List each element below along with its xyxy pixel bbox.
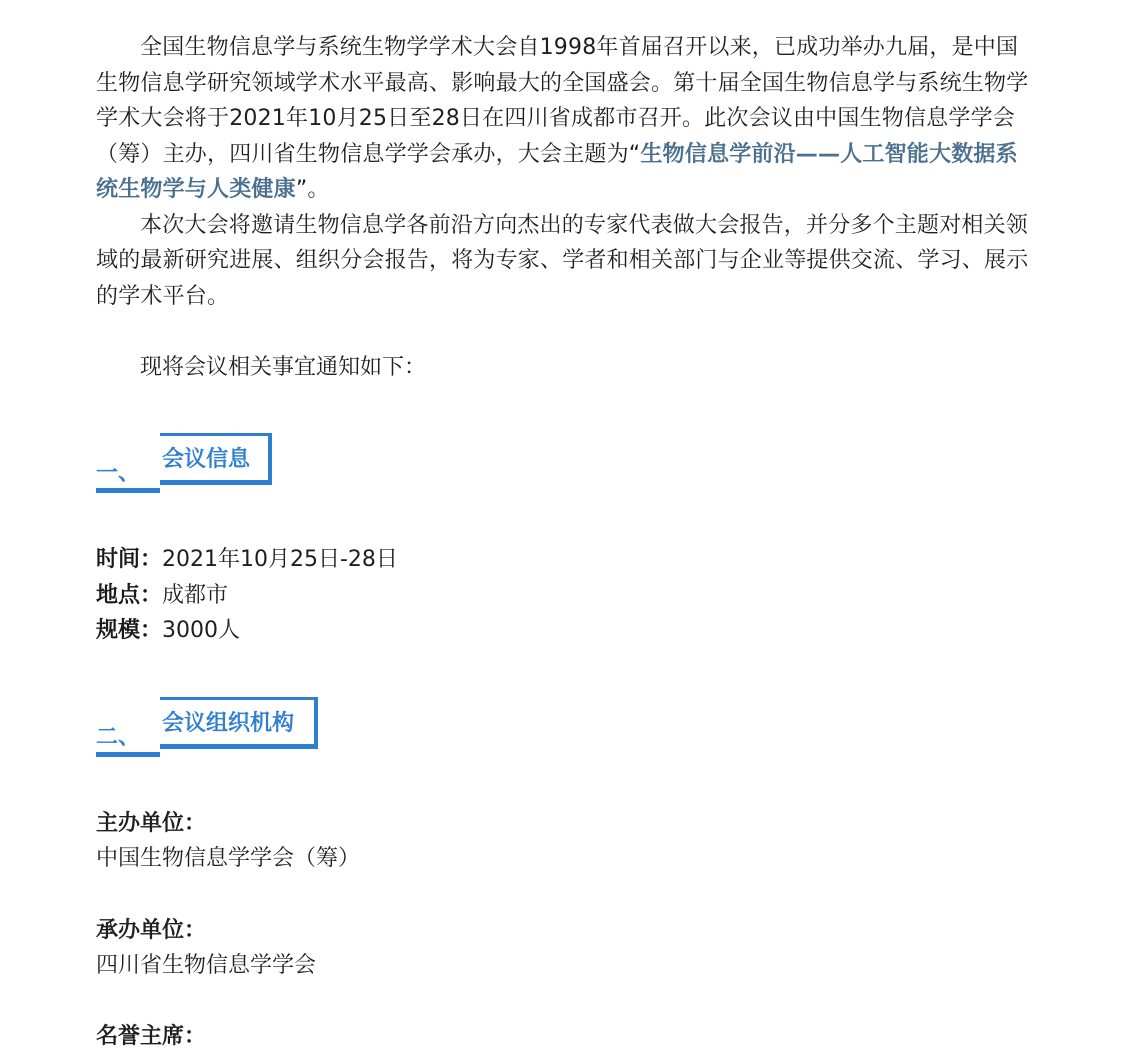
intro-section [96,30,1036,314]
intro-paragraph-2: 本次大会将邀请生物信息学各前沿方向杰出的专家代表做大会报告，并分多个主题对相关领域的最新研究进展、组织分会报告，将为专家、学者和相关部门与企业等提供交流、学习、展示的学术平台。 [96,212,1029,309]
organizer-block [96,913,316,983]
section-header-organization [96,697,318,757]
section-number: 一、 [96,460,160,493]
section-title: 会议组织机构 [162,711,295,736]
organizer-value: 四川省生物信息学学会 [96,953,317,978]
meeting-info [96,542,398,649]
intro-text-2: ”。 [295,177,330,202]
info-row-time [96,542,398,578]
section-number: 二、 [96,724,160,757]
section-title: 会议信息 [162,447,251,472]
info-row-scale [96,613,398,649]
place-label: 地点： [96,582,163,608]
honorary-chair-label: 名誉主席： [96,1024,207,1049]
intro-paragraph-1 [96,30,1036,208]
section-header-meeting-info [96,433,272,493]
conference-theme: 生物信息学前沿——人工智能大数据系统生物学与人类健康 [96,141,1018,202]
host-label: 主办单位： [96,811,207,836]
intro-text-1: 全国生物信息学与系统生物学学术大会自1998年首届召开以来，已成功举办九届，是中国生物信息学研究领域学术水平最高、影响最大的全国盛会。第十届全国生物信息学与系统生物学学术大会将于2021年10月25日至28日在四川省成都市召开。此次会议由中国生物信息学学会（筹）主办，四川省生物信息学学会承办，大会主题为“ [96,35,1029,167]
scale-label: 规模： [96,618,163,643]
host-block [96,806,360,876]
host-value: 中国生物信息学学会（筹） [96,846,361,871]
info-row-place [96,578,398,614]
time-value: 2021年10月25日-28日 [162,547,398,572]
time-label: 时间： [96,547,163,572]
scale-value: 3000人 [162,618,241,643]
honorary-chair-block [96,1019,206,1054]
place-value: 成都市 [162,582,229,608]
notice-line: 现将会议相关事宜通知如下： [140,355,427,380]
organizer-label: 承办单位： [96,918,207,943]
